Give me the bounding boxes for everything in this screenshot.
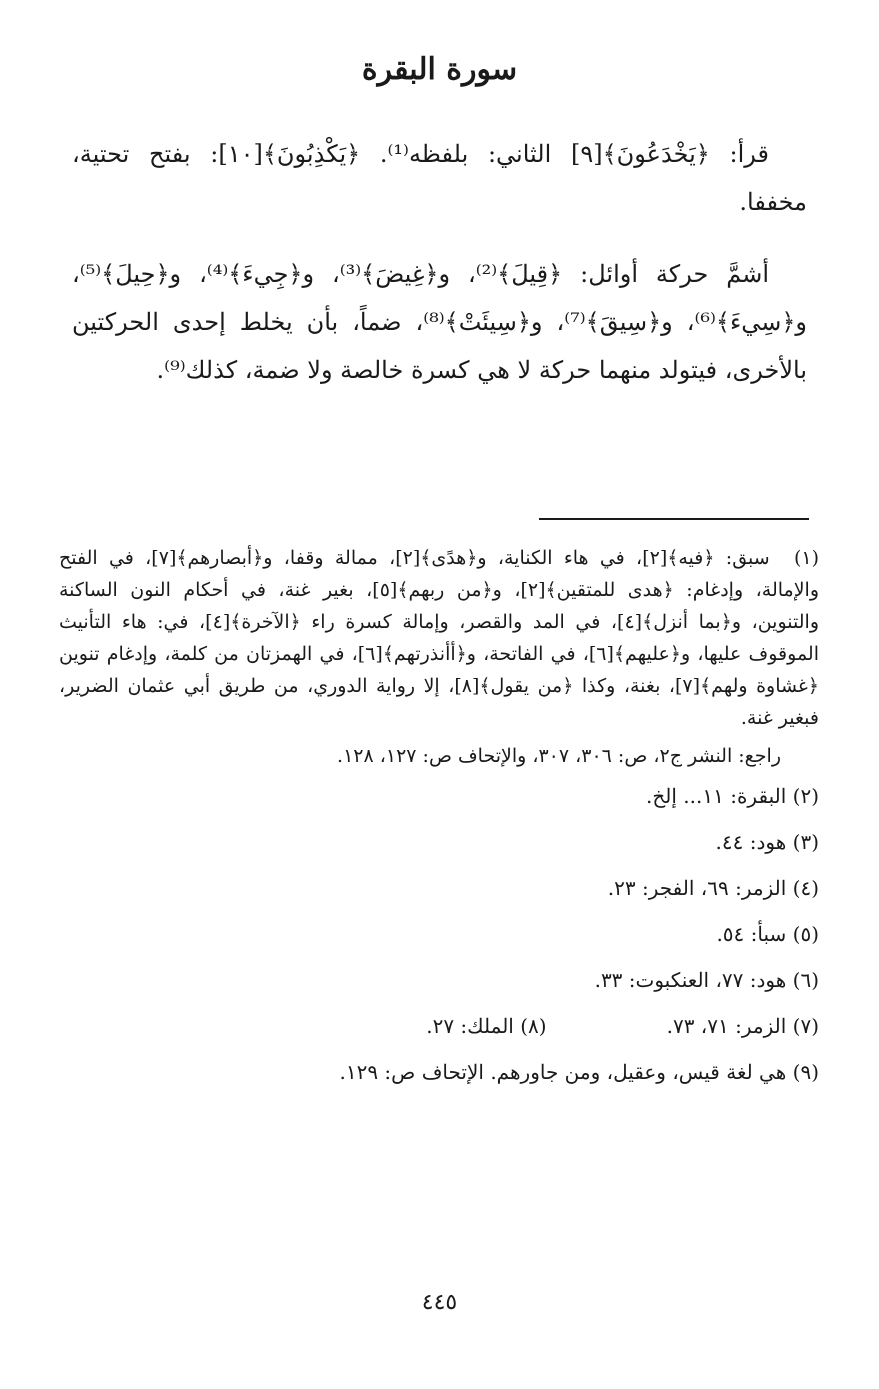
paragraph-2: أشمَّ حركة أوائل: ﴿قِيلَ﴾⁽²⁾، و﴿غِيضَ﴾⁽³⁾، و﴿جِيءَ﴾⁽⁴⁾، و﴿حِيلَ﴾⁽⁵⁾، و﴿سِيءَ﴾⁽⁶⁾، و﴿سِيقَ﴾⁽⁷⁾، و﴿سِيئَتْ﴾⁽⁸⁾، ضماً، بأن يخلط إحدى الحركتين بالأخرى، فيتولد منهما حركة لا هي كسرة خالصة ولا ضمة، كذلك⁽⁹⁾.: [72, 260, 807, 384]
page-title: سورة البقرة: [361, 52, 518, 87]
paragraph-1: قرأ: ﴿يَخْدَعُونَ﴾[٩] الثاني: بلفظه⁽¹⁾. ﴿يَكْذِبُونَ﴾[١٠]: بفتح تحتية، مخففا.: [72, 140, 807, 216]
footnote-8: (٨) الملك: ٢٧.: [426, 1014, 547, 1038]
footnote-1-reference: راجع: النشر ج٢، ص: ٣٠٦، ٣٠٧، والإتحاف ص: ١٢٧، ١٢٨.: [337, 745, 781, 767]
footnote-divider: [539, 518, 809, 520]
footnote-9: (٩) هي لغة قيس، وعقيل، ومن جاورهم. الإتحاف ص: ١٢٩.: [339, 1060, 819, 1084]
footnote-7: (٧) الزمر: ٧١، ٧٣.: [666, 1014, 819, 1038]
footnote-6: (٦) هود: ٧٧، العنكبوت: ٣٣.: [594, 968, 819, 992]
main-text: [72, 130, 807, 418]
page-number: ٤٤٥: [421, 1290, 458, 1315]
footnote-1: [59, 542, 819, 734]
footnote-5: (٥) سبأ: ٥٤.: [716, 922, 819, 946]
footnote-4: (٤) الزمر: ٦٩، الفجر: ٢٣.: [607, 876, 819, 900]
footnote-1-number: (١): [793, 547, 819, 569]
footnotes: [59, 542, 819, 1102]
footnote-1-text: سبق: ﴿فيه﴾[٢]، في هاء الكناية، و﴿هدًى﴾[٢]، ممالة وقفا، و﴿أبصارهم﴾[٧]، في الفتح والإمالة، وإدغام: ﴿هدى للمتقين﴾[٢]، و﴿من ربهم﴾[٥]، بغير غنة، في أحكام النون الساكنة والتنوين، و﴿بما أنزل﴾[٤]، في المد والقصر، وإمالة كسرة راء ﴿الآخرة﴾[٤]، في: هاء التأنيث الموقوف عليها، و﴿عليهم﴾[٦]، في الفاتحة، و﴿أأنذرتهم﴾[٦]، في الهمزتان من كلمة، وإدغام تنوين ﴿غشاوة ولهم﴾[٧]، بغنة، وكذا ﴿من يقول﴾[٨]، إلا رواية الدوري، من طريق أبي عثمان الضرير، فبغير غنة.: [59, 547, 820, 729]
footnote-3: (٣) هود: ٤٤.: [715, 830, 819, 854]
footnote-2: (٢) البقرة: ١١... إلخ.: [646, 784, 819, 808]
footnote-row-7-8: [59, 1010, 819, 1042]
